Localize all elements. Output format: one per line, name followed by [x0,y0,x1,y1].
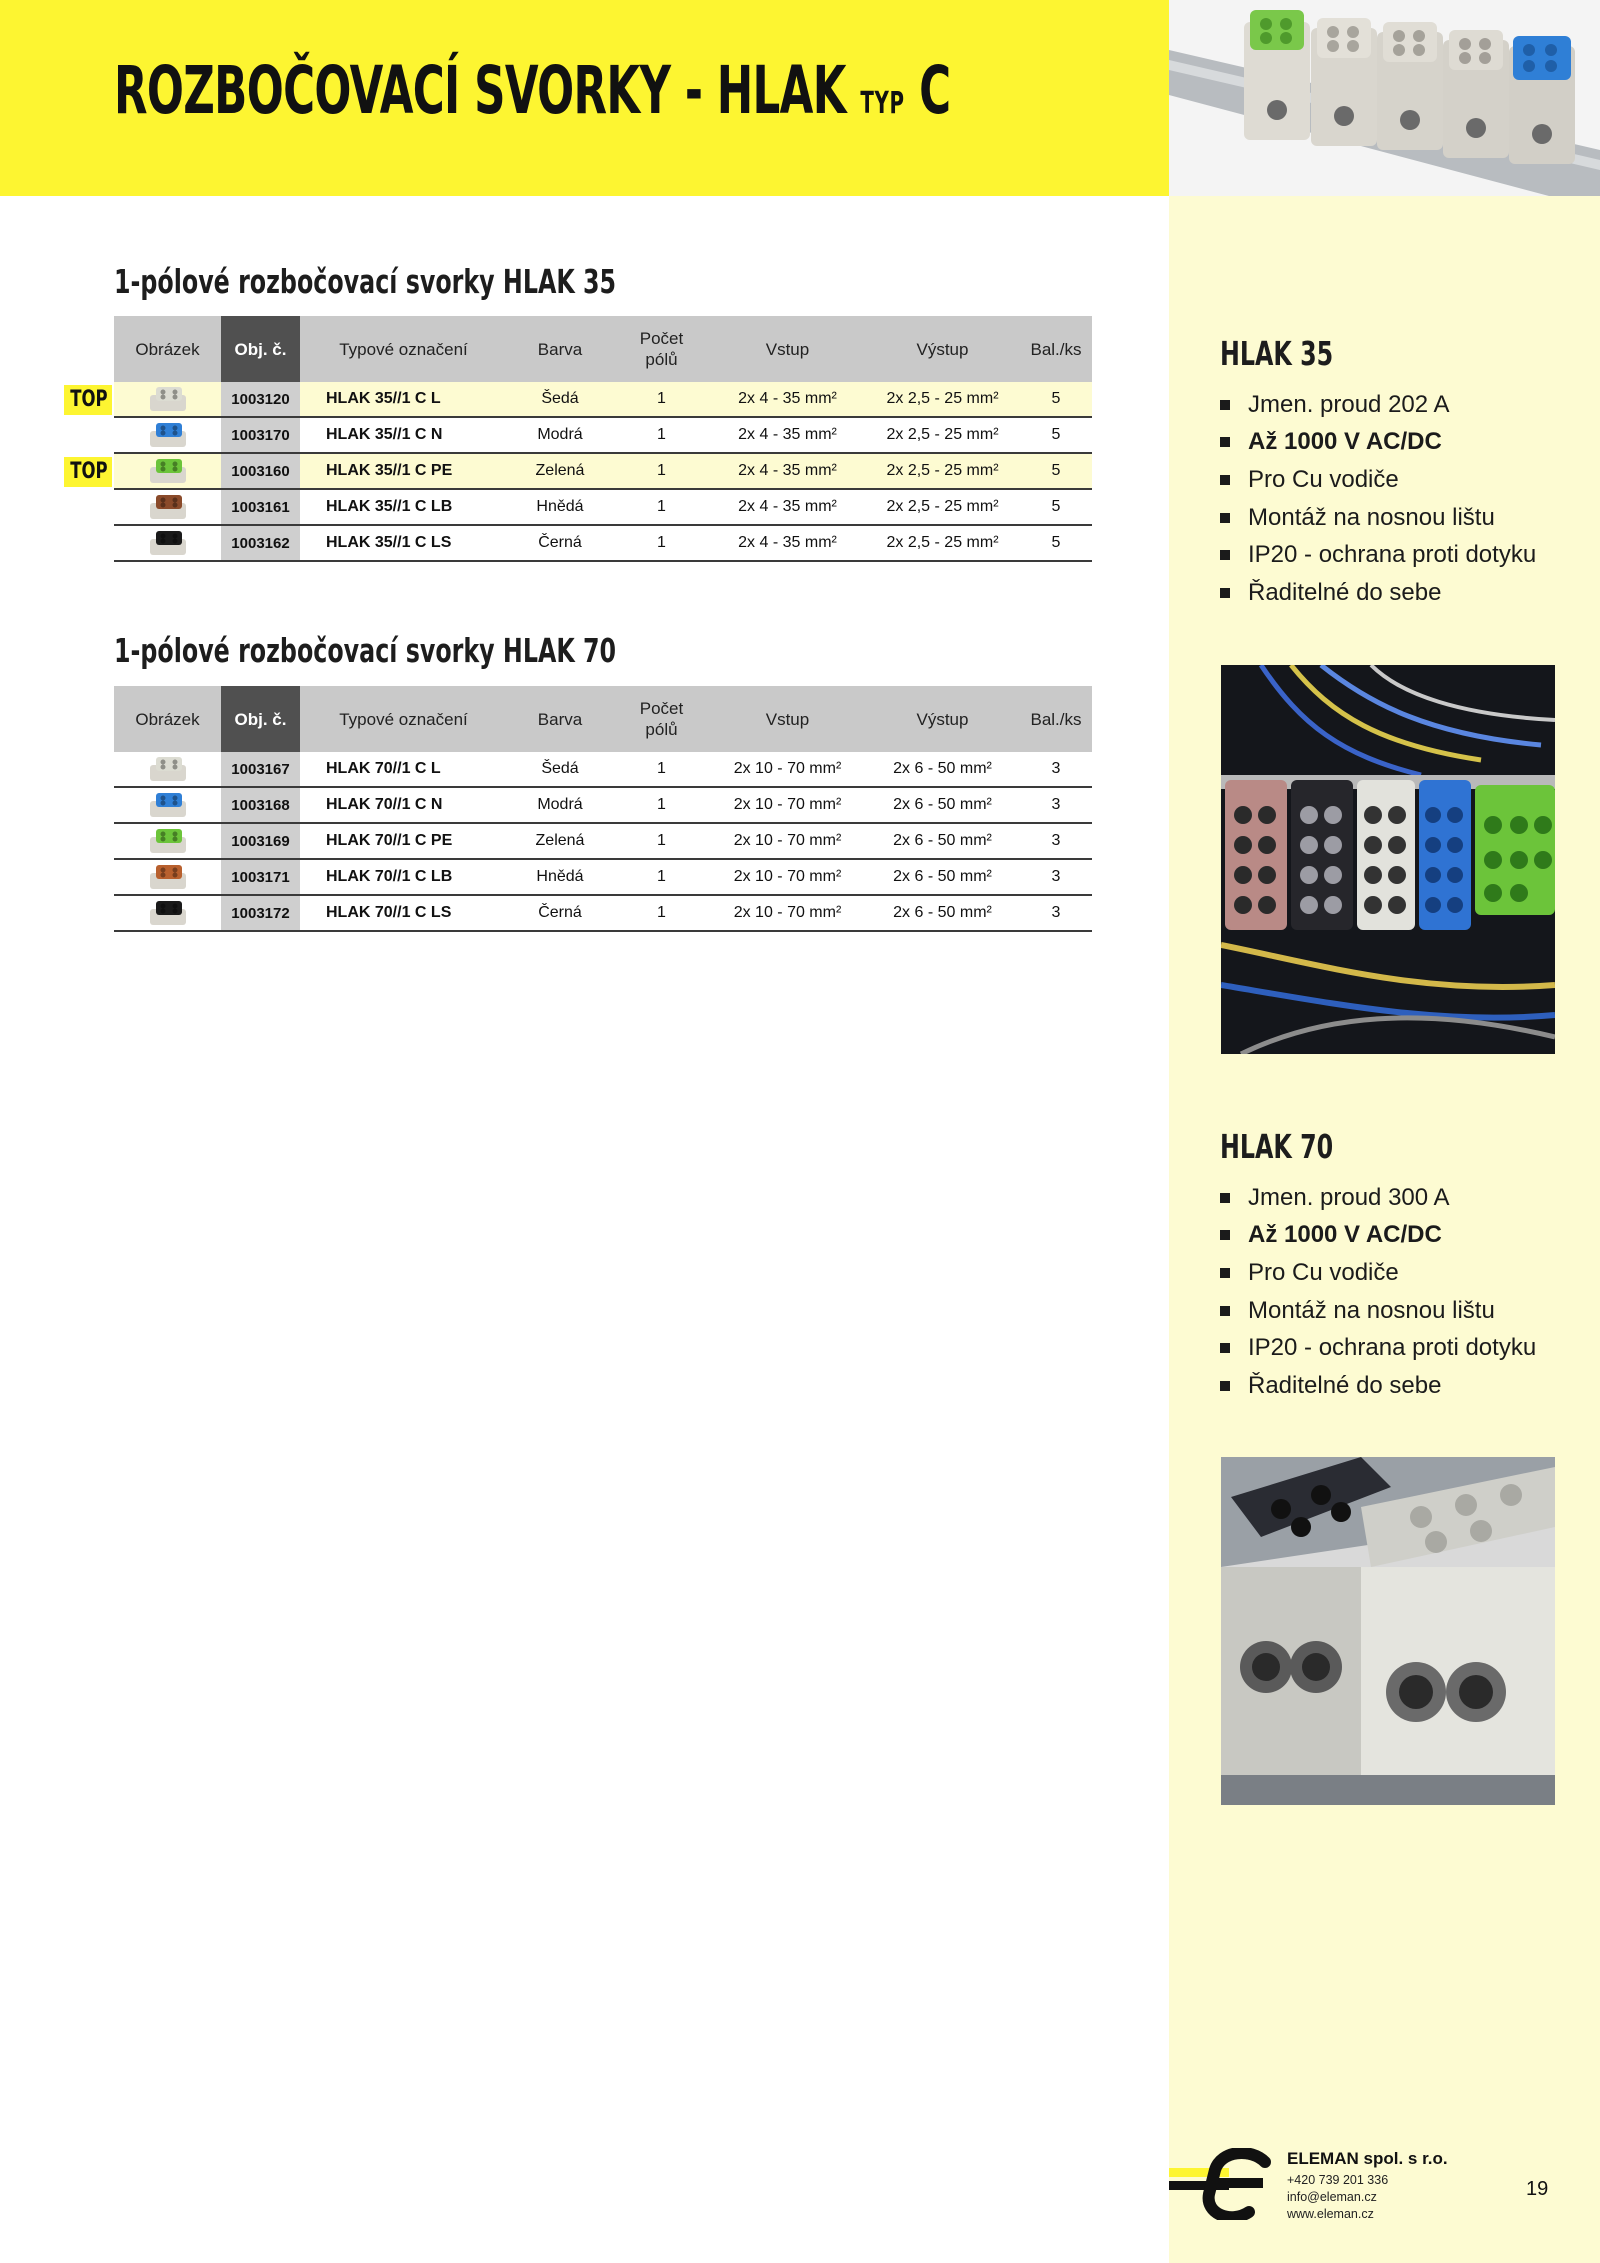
company-email[interactable]: info@eleman.cz [1287,2190,1377,2204]
terminal-block-image [148,421,188,449]
product-thumbnail [114,421,221,449]
installation-photo [1221,665,1555,1054]
cell-input: 2x 10 - 70 mm² [733,760,842,777]
cell-input: 2x 10 - 70 mm² [733,796,842,813]
feature-text: Montáž na nosnou lištu [1248,503,1495,531]
col-header-poles [613,698,710,740]
terminal-block-image [148,529,188,557]
cell-input: 2x 4 - 35 mm² [738,498,837,515]
cell-poles: 1 [657,868,666,885]
cell-output: 2x 2,5 - 25 mm² [886,390,999,407]
cell-color: Zelená [535,462,585,479]
terminal-block-image [148,863,188,891]
cell-output: 2x 2,5 - 25 mm² [886,462,999,479]
feature-item [1220,1217,1580,1255]
cell-pack: 5 [1051,534,1061,551]
cell-poles: 1 [657,534,666,551]
cell-input: 2x 10 - 70 mm² [733,832,842,849]
cell-poles: 1 [657,760,666,777]
feature-text: Pro Cu vodiče [1248,1258,1399,1286]
cell-output: 2x 2,5 - 25 mm² [886,498,999,515]
cell-code: 1003172 [221,896,300,930]
cell-pack: 3 [1051,904,1061,921]
table-row [114,490,1092,526]
cell-type: HLAK 70//1 C LS [326,904,452,921]
table-body [114,752,1092,932]
col-header-input: Vstup [765,339,810,359]
bullet-icon [1220,513,1230,523]
cell-color: Šedá [541,390,579,407]
terminal-block-image [148,755,188,783]
feature-list-hlak35 [1220,386,1580,612]
product-thumbnail [114,755,221,783]
bullet-icon [1220,1343,1230,1353]
feature-text: Pro Cu vodiče [1248,465,1399,493]
section-title-hlak70: 1-pólové rozbočovací svorky HLAK 70 [114,631,617,670]
col-header-poles-line2: pólů [645,720,678,739]
cell-color: Černá [538,904,582,921]
feature-text: Řaditelné do sebe [1248,578,1442,606]
bullet-icon [1220,550,1230,560]
page-title-typ-value: C [919,52,951,129]
bullet-icon [1220,475,1230,485]
bullet-icon [1220,400,1230,410]
terminal-block-image [148,457,188,485]
feature-item [1220,1179,1580,1217]
terminal-block-image [148,493,188,521]
feature-item [1220,461,1580,499]
table-row [114,526,1092,562]
cell-poles: 1 [657,426,666,443]
bullet-icon [1220,1230,1230,1240]
cell-poles: 1 [657,498,666,515]
top-badge-label: TOP [70,387,108,412]
product-thumbnail [114,863,221,891]
top-badge-label: TOP [70,459,108,484]
cell-input: 2x 4 - 35 mm² [738,390,837,407]
table-header [114,686,1092,752]
product-closeup-photo [1221,1457,1555,1805]
section-title-hlak35: 1-pólové rozbočovací svorky HLAK 35 [114,262,617,301]
table-row [114,824,1092,860]
cell-type: HLAK 70//1 C N [326,796,443,813]
feature-item [1220,1367,1580,1405]
col-header-code: Obj. č. [221,316,300,382]
top-badge [64,385,112,415]
col-header-poles-line1: Počet [639,329,684,348]
page-title [114,52,950,129]
feature-item [1220,499,1580,537]
cell-type: HLAK 35//1 C L [326,390,441,407]
terminal-block-image [148,827,188,855]
eleman-logo [1169,2148,1281,2220]
feature-item [1220,536,1580,574]
feature-item [1220,1329,1580,1367]
cell-pack: 5 [1051,426,1061,443]
cell-color: Hnědá [536,868,584,885]
cell-type: HLAK 35//1 C LS [326,534,452,551]
cell-output: 2x 6 - 50 mm² [893,904,992,921]
feature-item [1220,574,1580,612]
table-body [114,382,1092,562]
col-header-poles [613,328,710,370]
feature-text: IP20 - ochrana proti dotyku [1248,1334,1537,1362]
feature-item [1220,1292,1580,1330]
company-name: ELEMAN spol. s r.o. [1287,2149,1448,2168]
table-row [114,860,1092,896]
cell-poles: 1 [657,904,666,921]
product-thumbnail [114,493,221,521]
feature-text: Montáž na nosnou lištu [1248,1296,1495,1324]
cell-code: 1003170 [221,418,300,452]
bullet-icon [1220,1268,1230,1278]
feature-text: Řaditelné do sebe [1248,1371,1442,1399]
product-thumbnail [114,899,221,927]
cell-type: HLAK 35//1 C PE [326,462,453,479]
cell-poles: 1 [657,390,666,407]
terminal-block-image [148,791,188,819]
cell-pack: 5 [1051,498,1061,515]
cell-type: HLAK 70//1 C LB [326,868,453,885]
col-header-color: Barva [537,339,583,359]
feature-item [1220,1254,1580,1292]
cell-code: 1003160 [221,454,300,488]
terminal-block-image [148,899,188,927]
cell-color: Černá [538,534,582,551]
terminal-block-image [148,385,188,413]
side-title-hlak70: HLAK 70 [1220,1127,1334,1166]
cell-type: HLAK 70//1 C PE [326,832,453,849]
side-title-hlak35: HLAK 35 [1220,334,1334,373]
cell-output: 2x 2,5 - 25 mm² [886,534,999,551]
cell-pack: 3 [1051,760,1061,777]
cell-input: 2x 10 - 70 mm² [733,868,842,885]
header-product-photo [1169,0,1600,196]
table-header [114,316,1092,382]
cell-code: 1003167 [221,752,300,786]
bullet-icon [1220,1193,1230,1203]
table-row [114,896,1092,932]
cell-input: 2x 4 - 35 mm² [738,534,837,551]
product-thumbnail [114,457,221,485]
feature-text: Jmen. proud 300 A [1248,1183,1450,1211]
cell-color: Hnědá [536,498,584,515]
top-badge [64,457,112,487]
col-header-code: Obj. č. [221,686,300,752]
cell-type: HLAK 35//1 C N [326,426,443,443]
feature-text: Jmen. proud 202 A [1248,390,1450,418]
cell-output: 2x 6 - 50 mm² [893,760,992,777]
cell-code: 1003169 [221,824,300,858]
table-row [114,788,1092,824]
feature-text: Až 1000 V AC/DC [1248,428,1442,456]
cell-code: 1003161 [221,490,300,524]
company-phone: +420 739 201 336 [1287,2173,1389,2187]
bullet-icon [1220,1306,1230,1316]
col-header-image: Obrázek [135,709,200,729]
cell-color: Šedá [541,760,579,777]
page-number: 19 [1526,2178,1549,2200]
col-header-pack: Bal./ks [1030,339,1082,359]
col-header-type: Typové označení [339,709,468,729]
cell-code: 1003120 [221,382,300,416]
cell-poles: 1 [657,462,666,479]
product-thumbnail [114,385,221,413]
cell-poles: 1 [657,832,666,849]
col-header-output: Výstup [916,709,969,729]
cell-output: 2x 6 - 50 mm² [893,868,992,885]
table-row [114,752,1092,788]
table-hlak35 [114,316,1092,562]
table-hlak70 [114,686,1092,932]
col-header-input: Vstup [765,709,810,729]
cell-color: Modrá [537,796,583,813]
feature-text: Až 1000 V AC/DC [1248,1221,1442,1249]
table-row [114,454,1092,490]
cell-code: 1003162 [221,526,300,560]
cell-code: 1003168 [221,788,300,822]
cell-pack: 3 [1051,832,1061,849]
product-thumbnail [114,529,221,557]
page-title-text: ROZBOČOVACÍ SVORKY - HLAK [114,52,846,129]
cell-pack: 5 [1051,462,1061,479]
bullet-icon [1220,588,1230,598]
page-title-typ: TYP [860,86,905,121]
cell-output: 2x 2,5 - 25 mm² [886,426,999,443]
col-header-pack: Bal./ks [1030,709,1082,729]
product-thumbnail [114,791,221,819]
cell-poles: 1 [657,796,666,813]
cell-type: HLAK 35//1 C LB [326,498,453,515]
feature-text: IP20 - ochrana proti dotyku [1248,541,1537,569]
table-row [114,382,1092,418]
col-header-color: Barva [537,709,583,729]
cell-pack: 5 [1051,390,1061,407]
cell-output: 2x 6 - 50 mm² [893,796,992,813]
bullet-icon [1220,1381,1230,1391]
table-row [114,418,1092,454]
col-header-output: Výstup [916,339,969,359]
cell-output: 2x 6 - 50 mm² [893,832,992,849]
col-header-poles-line2: pólů [645,350,678,369]
cell-pack: 3 [1051,868,1061,885]
col-header-image: Obrázek [135,339,200,359]
company-website[interactable]: www.eleman.cz [1287,2207,1374,2221]
col-header-poles-line1: Počet [639,699,684,718]
cell-color: Modrá [537,426,583,443]
cell-color: Zelená [535,832,585,849]
feature-item [1220,386,1580,424]
cell-code: 1003171 [221,860,300,894]
col-header-type: Typové označení [339,339,468,359]
feature-item [1220,424,1580,462]
feature-list-hlak70 [1220,1179,1580,1405]
product-thumbnail [114,827,221,855]
cell-input: 2x 4 - 35 mm² [738,426,837,443]
cell-type: HLAK 70//1 C L [326,760,441,777]
cell-pack: 3 [1051,796,1061,813]
bullet-icon [1220,437,1230,447]
cell-input: 2x 4 - 35 mm² [738,462,837,479]
cell-input: 2x 10 - 70 mm² [733,904,842,921]
